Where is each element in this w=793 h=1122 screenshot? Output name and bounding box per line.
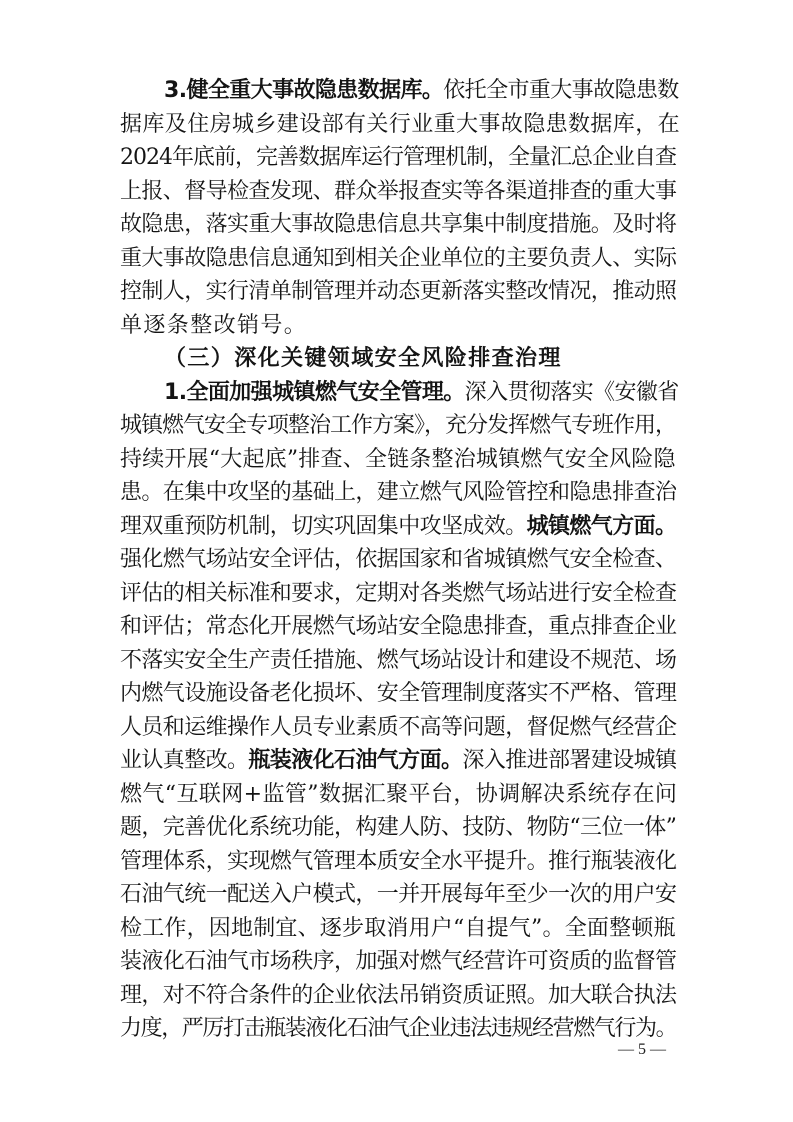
text-line	[120, 1012, 676, 1046]
body-text: 业认真整改。	[120, 748, 249, 773]
text-line	[120, 744, 676, 778]
text-line	[120, 878, 676, 912]
body-text: 理，对不符合条件的企业依法吊销资质证照。加大联合执法	[120, 983, 677, 1008]
body-text: 不落实安全生产责任措施、燃气场站设计和建设不规范、场	[120, 648, 677, 673]
text-line	[120, 912, 676, 946]
body-text: 内燃气设施设备老化损坏、安全管理制度落实不严格、管理	[120, 681, 677, 706]
body-text: 上报、督导检查发现、群众举报查实等各渠道排查的重大事	[120, 179, 677, 204]
body-text: 依托全市重大事故隐患数	[443, 78, 679, 103]
text-line	[120, 108, 680, 142]
body-text: 重大事故隐患信息通知到相关企业单位的主要负责人、实际	[120, 246, 677, 271]
body-text: 检工作，因地制宜、逐步取消用户“自提气”。全面整顿瓶	[120, 916, 676, 941]
body-text: 深入贯彻落实《安徽省	[464, 380, 679, 405]
body-text: 人员和运维操作人员专业素质不高等问题，督促燃气经营企	[120, 715, 677, 740]
text-line	[120, 476, 676, 510]
body-text: 力度，严厉打击瓶装液化石油气企业违法违规经营燃气行为。	[120, 1016, 677, 1041]
heading-text: 3.健全重大事故隐患数据库。	[164, 78, 444, 103]
text-line	[120, 275, 676, 309]
body-text: 单逐条整改销号。	[120, 313, 308, 338]
text-line	[120, 208, 676, 242]
body-text: 持续开展“大起底”排查、全链条整治城镇燃气安全风险隐	[120, 447, 676, 472]
text-line	[120, 610, 676, 644]
text-line	[120, 711, 676, 745]
text-line	[120, 845, 676, 879]
text-line	[120, 644, 676, 678]
heading-text: （三）深化关键领域安全风险排查治理	[164, 346, 562, 371]
text-line	[164, 74, 679, 108]
body-text: 2024年底前，完善数据库运行管理机制，全量汇总企业自查	[120, 145, 676, 170]
body-text: 管理体系，实现燃气管理本质安全水平提升。推行瓶装液化	[120, 849, 677, 874]
body-text: 患。在集中攻坚的基础上，建立燃气风险管控和隐患排查治	[120, 480, 677, 505]
body-text: 城镇燃气安全专项整治工作方案》，充分发挥燃气专班作用，	[120, 413, 677, 438]
text-line	[120, 778, 677, 812]
text-line	[120, 577, 676, 611]
body-text: 和评估；常态化开展燃气场站安全隐患排查，重点排查企业	[120, 614, 677, 639]
heading-text: 1.全面加强城镇燃气安全管理。	[164, 380, 465, 405]
text-line	[120, 242, 676, 276]
body-text: 题，完善优化系统功能，构建人防、技防、物防“三位一体”	[120, 815, 677, 840]
text-line	[120, 677, 676, 711]
body-text: 评估的相关标准和要求，定期对各类燃气场站进行安全检查	[120, 581, 677, 606]
body-text: 故隐患，落实重大事故隐患信息共享集中制度措施。及时将	[120, 212, 677, 237]
inline-heading: 瓶装液化石油气方面。	[248, 748, 463, 773]
body-text: 控制人，实行清单制管理并动态更新落实整改情况，推动照	[120, 279, 677, 304]
text-line	[120, 443, 676, 477]
body-text: 据库及住房城乡建设部有关行业重大事故隐患数据库，在	[120, 112, 681, 137]
section-heading	[164, 342, 562, 376]
body-text: 强化燃气场站安全评估，依据国家和省城镇燃气安全检查、	[120, 547, 677, 572]
body-text: 燃气“互联网+监管”数据汇聚平台，协调解决系统存在问	[120, 782, 678, 807]
body-text: 装液化石油气市场秩序，加强对燃气经营许可资质的监督管	[120, 949, 677, 974]
text-line	[120, 543, 676, 577]
text-line	[120, 141, 676, 175]
text-line	[120, 811, 676, 845]
text-line	[120, 979, 676, 1013]
text-line	[120, 510, 676, 544]
text-line	[120, 409, 676, 443]
body-text: 深入推进部署建设城镇	[462, 748, 677, 773]
body-text: 理双重预防机制，切实巩固集中攻坚成效。	[120, 514, 527, 539]
page-number: — 5 —	[618, 1041, 666, 1058]
inline-heading: 城镇燃气方面。	[526, 514, 677, 539]
text-line	[120, 309, 307, 343]
text-line	[120, 945, 676, 979]
body-text: 石油气统一配送入户模式，一并开展每年至少一次的用户安	[120, 882, 677, 907]
text-line	[164, 376, 679, 410]
text-line	[120, 175, 676, 209]
